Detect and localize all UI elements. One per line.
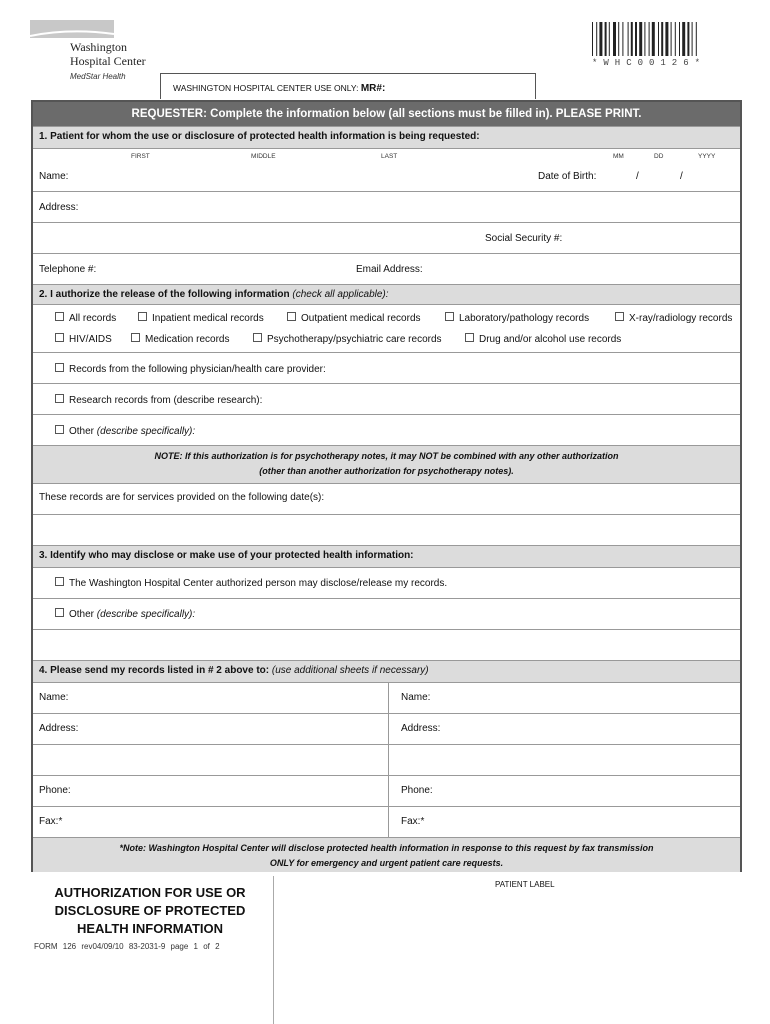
checkbox-all-records[interactable]: All records — [55, 312, 116, 324]
section-3-other-row — [33, 598, 740, 629]
recipient-fax-row[interactable] — [33, 806, 740, 837]
physician-row — [33, 352, 740, 383]
other-row — [33, 414, 740, 445]
form-title-line-3: HEALTH INFORMATION — [76, 921, 224, 936]
checkbox-xray[interactable]: X-ray/radiology records — [615, 312, 732, 324]
mr-label: WASHINGTON HOSPITAL CENTER USE ONLY: — [173, 83, 359, 93]
patient-label-area[interactable]: PATIENT LABEL — [495, 880, 555, 889]
logo-line-2: Hospital Center — [70, 54, 146, 68]
patient-name-row[interactable] — [33, 148, 740, 191]
recipient-fax-label-right: Fax:* — [401, 816, 425, 827]
checkbox-physician-records[interactable]: Records from the following physician/health care provider: — [55, 363, 326, 375]
recipient-address-label-right: Address: — [401, 723, 441, 734]
checkbox-drug-alcohol[interactable]: Drug and/or alcohol use records — [465, 333, 621, 345]
dob-slash-1: / — [636, 171, 639, 182]
authorization-form — [31, 100, 742, 872]
section-1-title: 1. Patient for whom the use or disclosure of protected health information is being requested: — [33, 126, 740, 148]
recipient-name-row[interactable] — [33, 682, 740, 713]
psychotherapy-note-line-2: (other than another authorization for psychotherapy notes). — [259, 466, 514, 476]
recipient-fax-label-left: Fax:* — [39, 816, 63, 827]
first-caption: FIRST — [131, 153, 150, 160]
recipient-address-label-left: Address: — [39, 723, 79, 734]
section-4-title-text: 4. Please send my records listed in # 2 above to: — [39, 665, 270, 676]
fax-note — [33, 837, 740, 872]
recipient-phone-label-right: Phone: — [401, 785, 433, 796]
fax-note-line-1: *Note: Washington Hospital Center will disclose protected health information in response to this request by fax transmission — [119, 843, 654, 853]
yyyy-caption: YYYY — [698, 153, 716, 160]
email-label: Email Address: — [356, 264, 423, 275]
section-2-title-note: (check all applicable): — [292, 289, 389, 300]
recipient-phone-row[interactable] — [33, 775, 740, 806]
phone-email-row[interactable] — [33, 253, 740, 284]
address-row[interactable] — [33, 191, 740, 222]
address-label: Address: — [39, 202, 79, 213]
mr-field-label: MR#: — [360, 83, 386, 94]
checkbox-hiv-aids[interactable]: HIV/AIDS — [55, 333, 112, 345]
recipient-phone-label-left: Phone: — [39, 785, 71, 796]
service-dates-input[interactable] — [33, 514, 740, 545]
last-caption: LAST — [381, 153, 398, 160]
checkbox-whc-disclose[interactable]: The Washington Hospital Center authorized person may disclose/release my records. — [55, 577, 447, 589]
section-3-other-input[interactable] — [33, 629, 740, 660]
form-title — [40, 884, 260, 938]
section-2-title-text: 2. I authorize the release of the following information — [39, 289, 290, 300]
whc-disclose-row — [33, 567, 740, 598]
form-info: FORM 126 rev04/09/10 83-2031-9 page 1 of 2 — [34, 942, 220, 951]
checkbox-laboratory[interactable]: Laboratory/pathology records — [445, 312, 589, 324]
name-label: Name: — [39, 171, 69, 182]
section-2-title — [33, 284, 740, 304]
checkbox-inpatient[interactable]: Inpatient medical records — [138, 312, 264, 324]
section-3-title: 3. Identify who may disclose or make use of your protected health information: — [33, 545, 740, 567]
fax-note-line-2: ONLY for emergency and urgent patient care requests. — [269, 858, 504, 868]
mr-number-box[interactable] — [160, 73, 536, 99]
recipient-name-label-right: Name: — [401, 692, 431, 703]
footer-divider — [273, 876, 274, 1024]
logo-line-1: Washington — [70, 40, 128, 54]
dob-slash-2: / — [680, 171, 683, 182]
recipient-name-label-left: Name: — [39, 692, 69, 703]
mm-caption: MM — [613, 153, 624, 160]
form-title-line-1: AUTHORIZATION FOR USE OR — [54, 885, 246, 900]
hospital-logo-name — [70, 40, 146, 68]
service-dates-label: These records are for services provided on the following date(s): — [39, 492, 325, 503]
logo-swoosh-icon — [30, 30, 114, 38]
research-row — [33, 383, 740, 414]
checkbox-medication[interactable]: Medication records — [131, 333, 229, 345]
checkbox-other-records[interactable]: Other (describe specifically): — [55, 425, 195, 437]
requester-header: REQUESTER: Complete the information below (all sections must be filled in). PLEASE PRINT. — [33, 102, 740, 126]
ssn-label: Social Security #: — [485, 233, 563, 244]
form-title-line-2: DISCLOSURE OF PROTECTED — [54, 903, 246, 918]
checkbox-outpatient[interactable]: Outpatient medical records — [287, 312, 421, 324]
recipient-address-row[interactable] — [33, 713, 740, 744]
logo-subtitle: MedStar Health — [70, 72, 126, 81]
release-checkbox-group — [33, 304, 740, 352]
service-dates-row — [33, 483, 740, 514]
section-4-title-note: (use additional sheets if necessary) — [271, 665, 429, 676]
barcode-text: *WHC00126* — [592, 58, 707, 68]
recipient-address-line-2[interactable] — [33, 744, 740, 775]
checkbox-psychotherapy[interactable]: Psychotherapy/psychiatric care records — [253, 333, 442, 345]
ssn-row[interactable] — [33, 222, 740, 253]
psychotherapy-note-line-1: NOTE: If this authorization is for psychotherapy notes, it may NOT be combined with any other authorization — [154, 451, 619, 461]
dob-label: Date of Birth: — [538, 171, 597, 182]
checkbox-other-discloser[interactable]: Other (describe specifically): — [55, 608, 195, 620]
section-4-title — [33, 660, 740, 682]
psychotherapy-note — [33, 445, 740, 483]
checkbox-research-records[interactable]: Research records from (describe research): — [55, 394, 262, 406]
dd-caption: DD — [654, 153, 664, 160]
barcode-icon — [590, 22, 740, 62]
middle-caption: MIDDLE — [251, 153, 276, 160]
telephone-label: Telephone #: — [39, 264, 97, 275]
